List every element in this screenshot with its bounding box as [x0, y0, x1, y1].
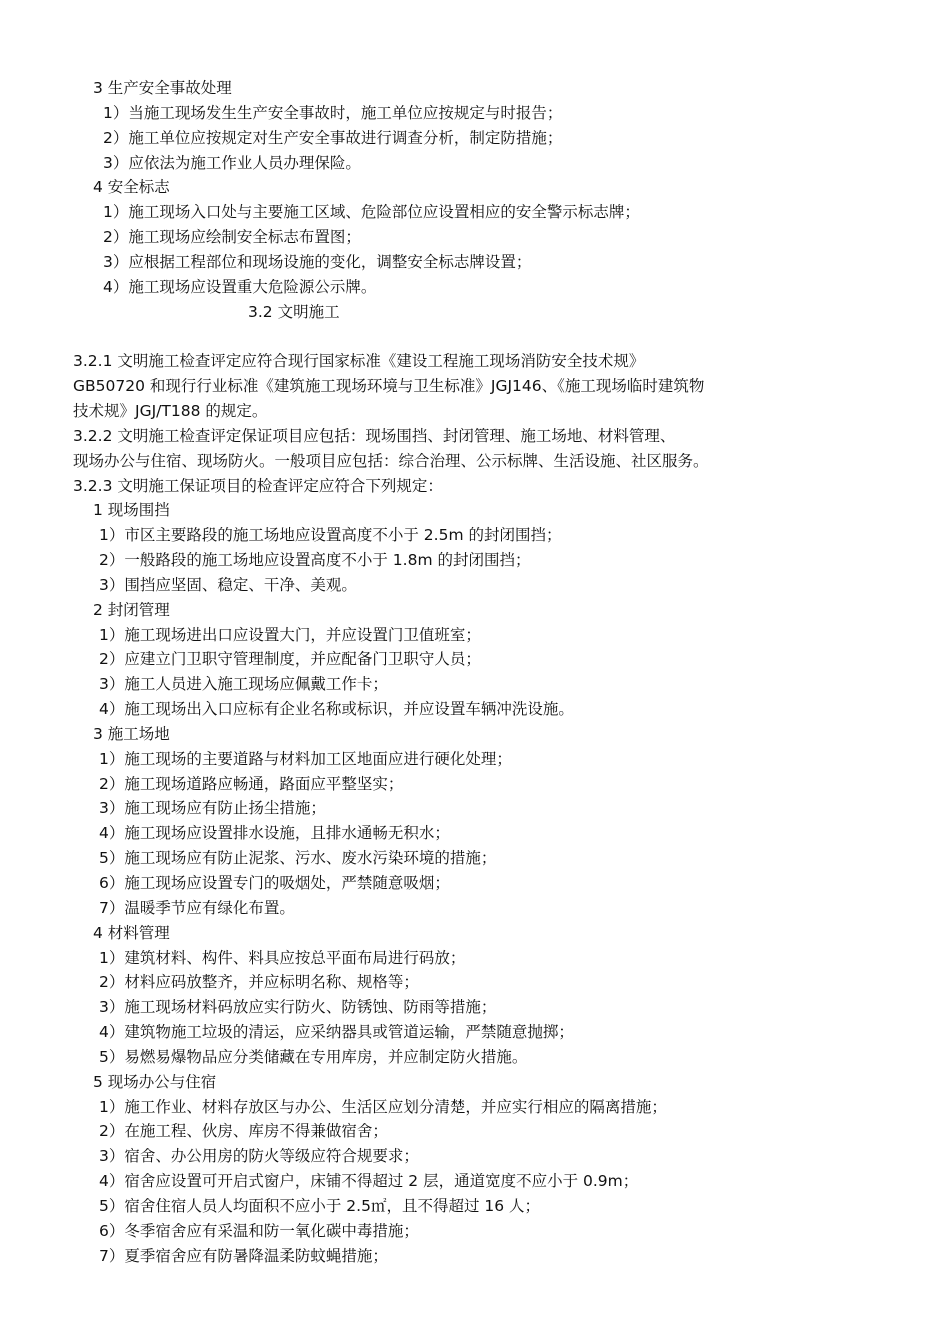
- subsection-heading: 3 施工场地: [93, 724, 170, 743]
- paragraph-line: 技术规》JGJ/T188 的规定。: [73, 401, 268, 420]
- list-item: 2）材料应码放整齐，并应标明名称、规格等；: [99, 973, 419, 992]
- section-heading-accident: 3 生产安全事故处理: [93, 79, 232, 97]
- subsection-heading: 1 现场围挡: [93, 501, 170, 520]
- list-item: 5）宿舍住宿人员人均面积不应小于 2.5㎡，且不得超过 16 人；: [99, 1196, 541, 1215]
- subsection-heading: 5 现场办公与住宿: [93, 1072, 217, 1091]
- list-item: 3）施工人员进入施工现场应佩戴工作卡；: [99, 675, 388, 694]
- list-item: 1）施工作业、材料存放区与办公、生活区应划分清楚，并应实行相应的隔离措施；: [99, 1097, 667, 1116]
- list-item: 4）宿舍应设置可开启式窗户，床铺不得超过 2 层，通道宽度不应小于 0.9m；: [99, 1172, 639, 1191]
- section-heading-signs: 4 安全标志: [93, 178, 170, 197]
- list-item: 1）施工现场入口处与主要施工区域、危险部位应设置相应的安全警示标志牌；: [103, 203, 640, 222]
- list-item: 5）易燃易爆物品应分类储藏在专用库房，并应制定防火措施。: [99, 1047, 528, 1066]
- list-item: 4）施工现场应设置重大危险源公示牌。: [103, 277, 377, 296]
- list-item: 7）夏季宿舍应有防暑降温柔防蚊蝇措施；: [99, 1246, 388, 1265]
- list-item: 3）施工现场应有防止扬尘措施；: [99, 799, 326, 818]
- list-item: 3）应根据工程部位和现场设施的变化，调整安全标志牌设置；: [103, 252, 532, 271]
- list-item: 6）冬季宿舍应有采温和防一氧化碳中毒措施；: [99, 1221, 419, 1240]
- list-item: 1）施工现场进出口应设置大门，并应设置门卫值班室；: [99, 625, 481, 644]
- list-item: 2）施工现场道路应畅通，路面应平整坚实；: [99, 774, 404, 793]
- list-item: 7）温暖季节应有绿化布置。: [99, 898, 295, 917]
- paragraph-line: 3.2.1 文明施工检查评定应符合现行国家标准《建设工程施工现场消防安全技术规》: [73, 352, 645, 371]
- list-item: 4）施工现场应设置排水设施，且排水通畅无积水；: [99, 824, 450, 843]
- list-item: 4）建筑物施工垃圾的清运，应采纳器具或管道运输，严禁随意抛掷；: [99, 1023, 574, 1042]
- document-body: [0, 76, 950, 1269]
- list-item: 1）施工现场的主要道路与材料加工区地面应进行硬化处理；: [99, 749, 512, 768]
- list-item: 3）宿舍、办公用房的防火等级应符合规要求；: [99, 1147, 419, 1166]
- blank-line: [0, 324, 950, 349]
- subsection-heading: 2 封闭管理: [93, 600, 170, 619]
- subsection-heading: 4 材料管理: [93, 923, 170, 942]
- list-item: 6）施工现场应设置专门的吸烟处，严禁随意吸烟；: [99, 874, 450, 892]
- list-item: 5）施工现场应有防止泥浆、污水、废水污染环境的措施；: [99, 849, 497, 868]
- list-item: 3）围挡应坚固、稳定、干净、美观。: [99, 575, 357, 594]
- list-item: 4）施工现场出入口应标有企业名称或标识，并应设置车辆冲洗设施。: [99, 700, 574, 719]
- list-item: 2）施工单位应按规定对生产安全事故进行调查分析，制定防措施；: [103, 128, 563, 147]
- list-item: 2）应建立门卫职守管理制度，并应配备门卫职守人员；: [99, 650, 481, 669]
- list-item: 2）在施工程、伙房、库房不得兼做宿舍；: [99, 1122, 388, 1141]
- paragraph-line: 3.2.2 文明施工检查评定保证项目应包括：现场围挡、封闭管理、施工场地、材料管理、: [73, 426, 676, 445]
- list-item: 3）施工现场材料码放应实行防火、防锈蚀、防雨等措施；: [99, 998, 497, 1017]
- paragraph-line: GB50720 和现行行业标准《建筑施工现场环境与卫生标准》JGJ146、《施工现场临时建筑物: [73, 377, 705, 396]
- list-item: 1）建筑材料、构件、料具应按总平面布局进行码放；: [99, 948, 466, 967]
- paragraph-line: 3.2.3 文明施工保证项目的检查评定应符合下列规定：: [73, 476, 443, 495]
- list-item: 1）当施工现场发生生产安全事故时，施工单位应按规定与时报告；: [103, 103, 563, 122]
- list-item: 2）施工现场应绘制安全标志布置图；: [103, 228, 361, 247]
- list-item: 1）市区主要路段的施工场地应设置高度不小于 2.5m 的封闭围挡；: [99, 526, 562, 545]
- section-title-civilized: 3.2 文明施工: [248, 302, 340, 321]
- list-item: 3）应依法为施工作业人员办理保险。: [103, 153, 361, 172]
- list-item: 2）一般路段的施工场地应设置高度不小于 1.8m 的封闭围挡；: [99, 551, 531, 570]
- paragraph-line: 现场办公与住宿、现场防火。一般项目应包括：综合治理、公示标牌、生活设施、社区服务。: [73, 451, 709, 470]
